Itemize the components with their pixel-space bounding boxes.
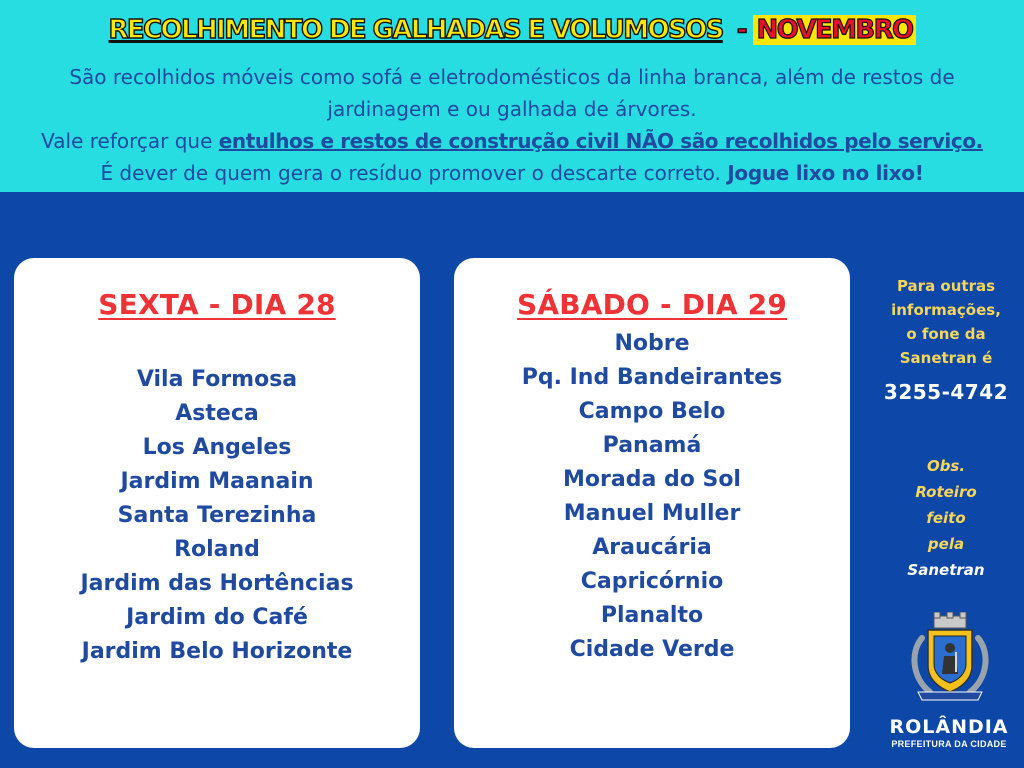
list-item: Asteca: [175, 401, 259, 426]
list-item: Jardim Belo Horizonte: [81, 639, 353, 664]
list-item: Nobre: [614, 331, 690, 356]
note-line: Roteiro: [915, 483, 977, 501]
construction-waste-warning: entulhos e restos de construção civil NÃO são recolhidos pelo serviço.: [218, 129, 983, 153]
intro-line-4-prefix: É dever de quem gera o resíduo promover o descarte correto.: [100, 161, 728, 185]
note-line: feito: [926, 509, 966, 527]
friday-heading: SEXTA - DIA 28: [98, 288, 336, 321]
city-coat-of-arms-icon: [908, 612, 992, 704]
intro-text: [0, 61, 1024, 189]
list-item: Roland: [174, 537, 260, 562]
list-item: Jardim das Hortências: [80, 571, 354, 596]
header-band: [0, 0, 1024, 192]
contact-line: Sanetran é: [899, 349, 993, 367]
city-logo: [884, 716, 1014, 750]
intro-line-2: jardinagem e ou galhada de árvores.: [327, 97, 697, 121]
note-line: pela: [927, 535, 965, 553]
contact-line: Para outras: [896, 277, 996, 295]
list-item: Campo Belo: [578, 399, 726, 424]
slogan: Jogue lixo no lixo!: [727, 161, 924, 185]
contact-line: informações,: [891, 301, 1001, 319]
list-item: Vila Formosa: [136, 367, 298, 392]
intro-line-3: [0, 125, 1024, 157]
list-item: Morada do Sol: [563, 467, 741, 492]
list-item: Araucária: [592, 535, 712, 560]
list-item: Jardim do Café: [126, 605, 308, 630]
phone-number: 3255-4742: [883, 380, 1009, 404]
list-item: Panamá: [602, 433, 702, 458]
note-line: Obs.: [926, 457, 966, 475]
list-item: Manuel Muller: [563, 501, 741, 526]
city-name: ROLÂNDIA: [889, 716, 1009, 738]
list-item: Pq. Ind Bandeirantes: [521, 365, 783, 390]
list-item: Los Angeles: [142, 435, 292, 460]
title-month: NOVEMBRO: [753, 15, 915, 45]
saturday-neighborhood-list: [454, 327, 850, 667]
intro-line-1: São recolhidos móveis como sofá e eletrodomésticos da linha branca, além de restos de: [69, 65, 955, 89]
title-dash: -: [736, 15, 746, 45]
list-item: Planalto: [600, 603, 704, 628]
note-line: Sanetran: [907, 561, 985, 579]
route-note: [868, 453, 1024, 583]
saturday-heading: SÁBADO - DIA 29: [516, 288, 788, 321]
city-subtitle: PREFEITURA DA CIDADE: [891, 739, 1007, 749]
intro-line-4: [0, 157, 1024, 189]
friday-neighborhood-list: [14, 363, 420, 669]
list-item: Capricórnio: [580, 569, 724, 594]
list-item: Jardim Maanain: [120, 469, 314, 494]
friday-card: [14, 258, 420, 748]
saturday-card: [454, 258, 850, 748]
page-title: [0, 10, 1024, 50]
list-item: Cidade Verde: [569, 637, 735, 662]
contact-line: o fone da: [906, 325, 986, 343]
title-main: RECOLHIMENTO DE GALHADAS E VOLUMOSOS: [108, 15, 723, 45]
contact-info: [868, 274, 1024, 370]
intro-line-3-prefix: Vale reforçar que: [41, 129, 219, 153]
list-item: Santa Terezinha: [117, 503, 317, 528]
